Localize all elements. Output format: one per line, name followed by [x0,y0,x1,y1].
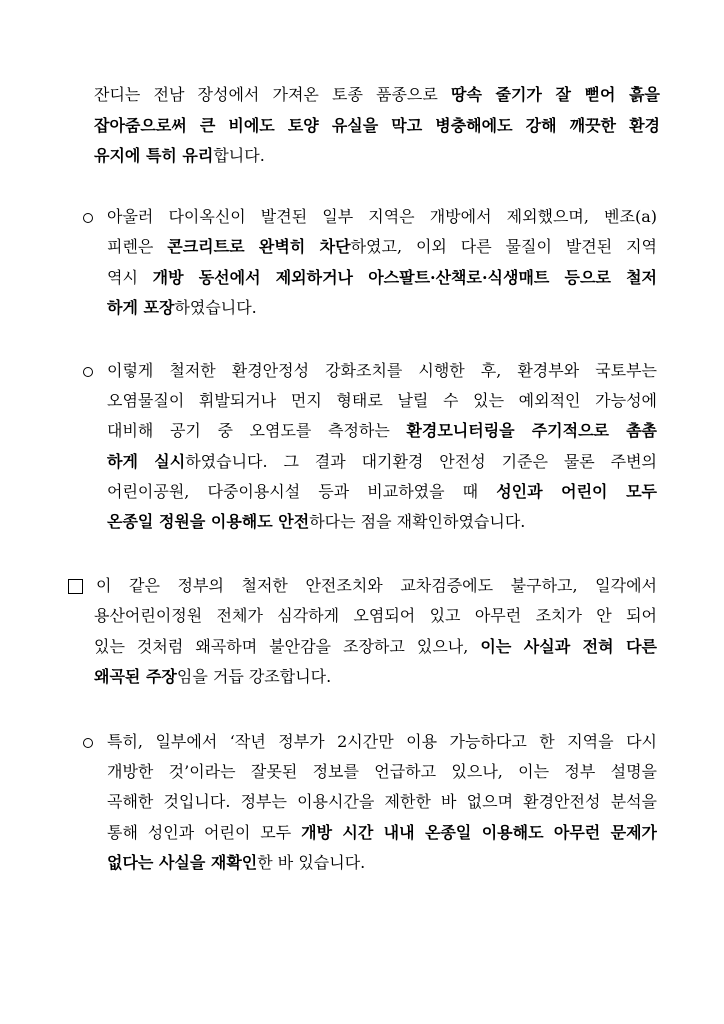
text-segment: 이 같은 정부의 철저한 안전조치와 교차검증에도 불구하고, 일각에서 [96,576,657,595]
paragraph-line [107,360,657,382]
text-segment: 역시 [107,267,153,287]
paragraph-line [107,481,657,503]
paragraph-line [94,84,660,106]
paragraph-line [107,731,657,753]
bold-text-segment: 콘크리트로 완벽히 차단 [167,237,351,257]
text-segment: 오염물질이 휘발되거나 먼지 형태로 날릴 수 있는 예외적인 가능성에 [107,391,657,411]
paragraph-line [107,511,525,533]
text-segment: 이렇게 철저한 환경안정성 강화조치를 시행한 후, 환경부와 국토부는 [107,361,657,380]
text-segment: 개방한 것’이라는 잘못된 정보를 언급하고 있으나, 이는 정부 설명을 [107,762,657,782]
bold-text-segment: 환경모니터링을 주기적으로 촘촘 [406,421,657,441]
circle-bullet-icon [83,367,93,377]
text-segment: 잔디는 전남 장성에서 가져온 토종 품종으로 [94,85,451,104]
paragraph-line [94,666,331,688]
text-segment: 하였습니다. 그 결과 대기환경 안전성 기준은 물론 주변의 [185,451,657,471]
circle-bullet-icon [83,738,93,748]
paragraph-line [107,206,657,228]
bold-text-segment: 하게 실시 [107,451,186,471]
paragraph-line [94,115,660,137]
text-segment: 있는 것처럼 왜곡하며 불안감을 조장하고 있으나, [94,636,481,656]
bold-text-segment: 잡아줌으로써 큰 비에도 토양 유실을 막고 병충해에도 강해 깨끗한 환경 [94,115,660,135]
paragraph-line [107,297,257,319]
text-segment: 합니다. [213,146,265,165]
text-segment: 대비해 공기 중 오염도를 측정하는 [107,421,407,441]
bold-text-segment: 하게 포장 [107,297,175,317]
text-segment: 하였습니다. [174,297,257,317]
text-segment: 한 바 있습니다. [257,852,366,872]
text-segment: 하다는 점을 재확인하였습니다. [309,512,526,531]
circle-bullet-icon [83,213,93,223]
bold-text-segment: 온종일 정원을 이용해도 안전 [107,512,310,531]
paragraph-line [94,636,657,658]
bold-text-segment: 개방 동선에서 제외하거나 아스팔트·산책로·식생매트 등으로 철저 [152,267,657,287]
text-segment: 하였고, 이외 다른 물질이 발견된 지역 [350,237,657,257]
bold-text-segment: 성인과 어린이 모두 [496,481,657,501]
paragraph-line [96,575,657,597]
paragraph-line [107,236,657,258]
bold-text-segment: 이는 사실과 전혀 다른 [480,636,657,656]
paragraph-line [107,761,657,783]
paragraph-line [107,390,657,412]
paragraph-line [107,451,657,473]
bold-text-segment: 없다는 사실을 재확인 [107,852,258,872]
text-segment: 용산어린이정원 전체가 심각하게 오염되어 있고 아무런 조치가 안 되어 [94,606,657,626]
paragraph-line [94,605,657,627]
bold-text-segment: 왜곡된 주장 [94,666,177,686]
paragraph-line [107,420,657,442]
paragraph-line [94,145,265,167]
bold-text-segment: 땅속 줄기가 잘 뻗어 흙을 [450,85,660,104]
paragraph-line [107,822,657,844]
text-segment: 임을 거듭 강조합니다. [176,666,332,686]
text-segment: 아울러 다이옥신이 발견된 일부 지역은 개방에서 제외했으며, 벤조(a) [107,207,657,226]
bold-text-segment: 유지에 특히 유리 [94,146,214,165]
paragraph-line [107,267,657,289]
text-segment: 곡해한 것입니다. 정부는 이용시간을 제한한 바 없으며 환경안전성 분석을 [107,792,657,812]
text-segment: 통해 성인과 어린이 모두 [107,822,302,842]
text-segment: 피렌은 [107,237,168,257]
paragraph-line [107,791,657,813]
bold-text-segment: 개방 시간 내내 온종일 이용해도 아무런 문제가 [301,822,657,842]
square-bullet-icon [68,579,83,594]
text-segment: 어린이공원, 다중이용시설 등과 비교하였을 때 [107,481,497,501]
text-segment: 특히, 일부에서 ‘작년 정부가 2시간만 이용 가능하다고 한 지역을 다시 [107,732,657,751]
paragraph-line [107,852,365,874]
